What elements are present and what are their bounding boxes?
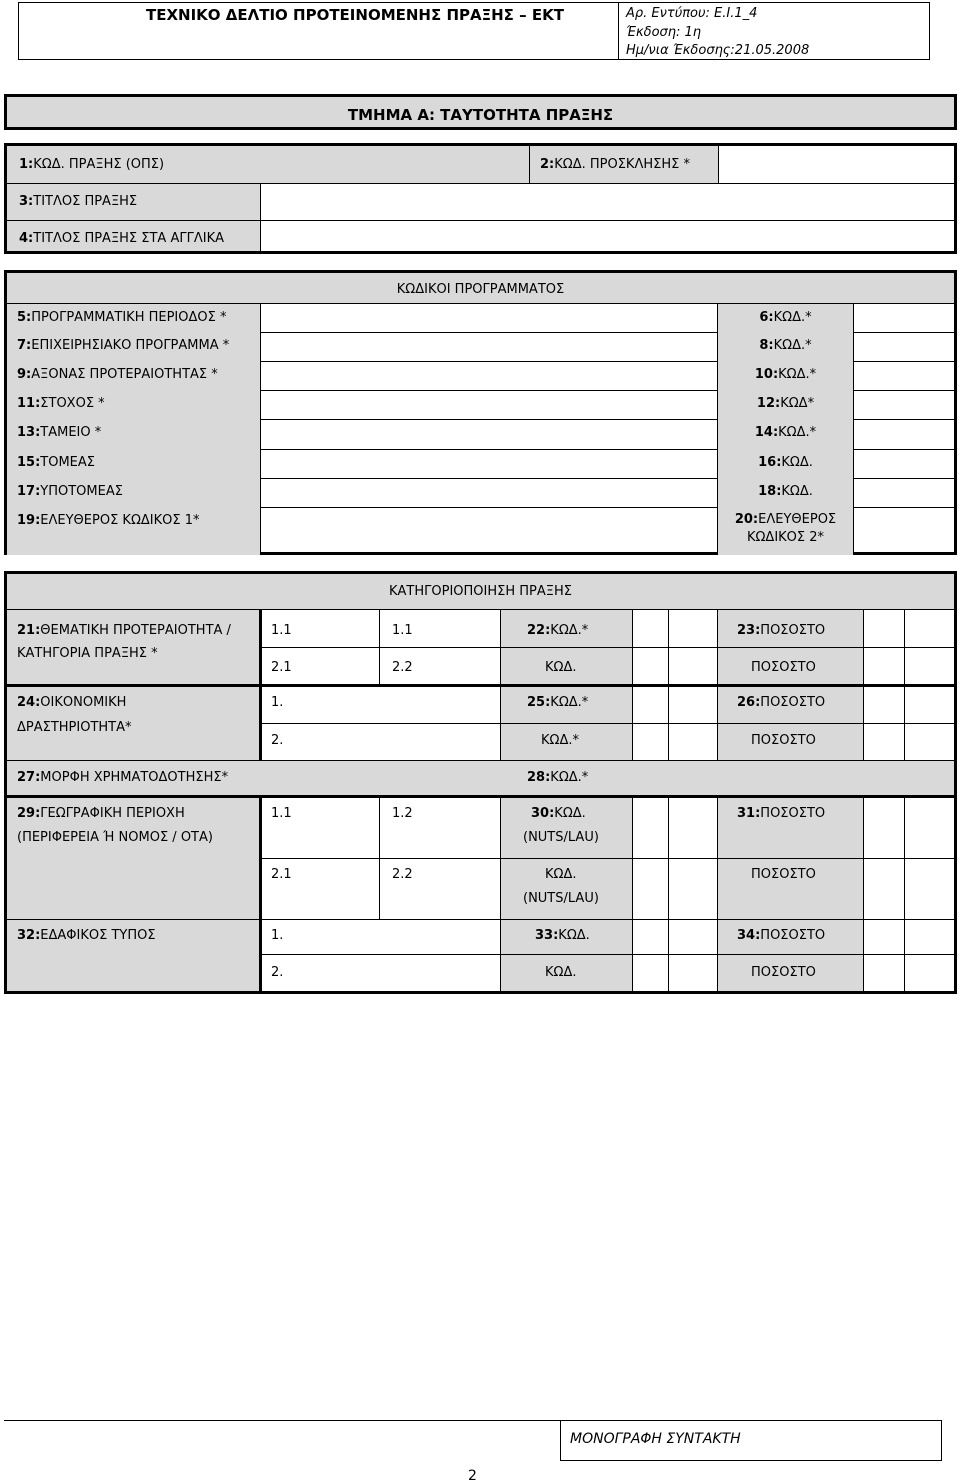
field-code-22: 22:ΚΩΔ.* bbox=[527, 623, 589, 638]
field-action-code: 1:ΚΩΔ. ΠΡΑΞΗΣ (ΟΠΣ) bbox=[19, 157, 165, 172]
program-row-code: 12:ΚΩΔ* bbox=[756, 396, 815, 411]
geo-percent-label: ΠΟΣΟΣΤΟ bbox=[751, 867, 816, 882]
field-economic-activity: 24:ΟΙΚΟΝΟΜΙΚΗ bbox=[17, 695, 127, 710]
nuts-label-2: (NUTS/LAU) bbox=[523, 891, 599, 906]
field-financing-form: 27:ΜΟΡΦΗ ΧΡΗΜΑΤΟΔΟΤΗΣΗΣ* bbox=[17, 770, 229, 785]
header bbox=[18, 2, 930, 60]
field-code-33: 33:ΚΩΔ. bbox=[535, 928, 590, 943]
field-geographic-area-line2: (ΠΕΡΙΦΕΡΕΙΑ Ή ΝΟΜΟΣ / ΟΤΑ) bbox=[17, 830, 213, 845]
cell-2-1: 2.1 bbox=[271, 660, 292, 675]
section-title: ΤΜΗΜΑ Α: ΤΑΥΤΟΤΗΤΑ ΠΡΑΞΗΣ bbox=[347, 106, 614, 124]
geo-cell-1-1: 1.1 bbox=[271, 806, 292, 821]
issue-date: Ημ/νια Έκδοσης:21.05.2008 bbox=[626, 43, 810, 58]
program-row-code: 20:ΕΛΕΥΘΕΡΟΣ bbox=[734, 512, 837, 527]
signature-box bbox=[560, 1420, 942, 1461]
form-number: Αρ. Εντύπου: Ε.Ι.1_4 bbox=[626, 6, 758, 21]
program-row bbox=[7, 361, 954, 390]
nuts-label: (NUTS/LAU) bbox=[523, 830, 599, 845]
program-codes-title: ΚΩΔΙΚΟΙ ΠΡΟΓΡΑΜΜΑΤΟΣ bbox=[396, 282, 565, 297]
field-geographic-area: 29:ΓΕΩΓΡΑΦΙΚΗ ΠΕΡΙΟΧΗ bbox=[17, 806, 185, 821]
program-row bbox=[7, 507, 954, 555]
geo-code-label: ΚΩΔ. bbox=[545, 867, 577, 882]
document-title: ΤΕΧΝΙΚΟ ΔΕΛΤΙΟ ΠΡΟΤΕΙΝΟΜΕΝΗΣ ΠΡΑΞΗΣ – ΕΚΤ bbox=[146, 6, 564, 24]
field-code-25: 25:ΚΩΔ.* bbox=[527, 695, 589, 710]
program-row-label: 11:ΣΤΟΧΟΣ * bbox=[17, 396, 105, 411]
program-row-label: 13:ΤΑΜΕΙΟ * bbox=[17, 425, 102, 440]
field-code-28: 28:ΚΩΔ.* bbox=[527, 770, 589, 785]
program-row bbox=[7, 449, 954, 478]
program-row bbox=[7, 419, 954, 449]
cell-1-1-a: 1.1 bbox=[271, 623, 292, 638]
terr-cell-1: 1. bbox=[271, 928, 284, 943]
program-row bbox=[7, 390, 954, 419]
cell-2-2: 2.2 bbox=[392, 660, 413, 675]
program-row-label: 19:ΕΛΕΥΘΕΡΟΣ ΚΩΔΙΚΟΣ 1* bbox=[17, 513, 200, 528]
geo-cell-1-2: 1.2 bbox=[392, 806, 413, 821]
field-territorial-type: 32:ΕΔΑΦΙΚΟΣ ΤΥΠΟΣ bbox=[17, 928, 156, 943]
program-row-label: 7:ΕΠΙΧΕΙΡΗΣΙΑΚΟ ΠΡΟΓΡΑΜΜΑ * bbox=[17, 338, 230, 353]
program-codes-table bbox=[4, 270, 957, 555]
percent-label-2: ΠΟΣΟΣΤΟ bbox=[751, 733, 816, 748]
cell-1-1-b: 1.1 bbox=[392, 623, 413, 638]
program-row-label: 9:ΑΞΟΝΑΣ ΠΡΟΤΕΡΑΙΟΤΗΤΑΣ * bbox=[17, 367, 218, 382]
field-thematic-priority-line2: ΚΑΤΗΓΟΡΙΑ ΠΡΑΞΗΣ * bbox=[17, 646, 158, 661]
categorization-title: ΚΑΤΗΓΟΡΙΟΠΟΙΗΣΗ ΠΡΑΞΗΣ bbox=[389, 584, 572, 599]
field-percent-34: 34:ΠΟΣΟΣΤΟ bbox=[737, 928, 826, 943]
section-title-box bbox=[4, 94, 957, 130]
program-row-label: 5:ΠΡΟΓΡΑΜΜΑΤΙΚΗ ΠΕΡΙΟΔΟΣ * bbox=[17, 310, 227, 325]
categorization-table bbox=[4, 571, 957, 994]
program-row-label: 15:ΤΟΜΕΑΣ bbox=[17, 455, 96, 470]
field-percent-31: 31:ΠΟΣΟΣΤΟ bbox=[737, 806, 826, 821]
geo-cell-2-1: 2.1 bbox=[271, 867, 292, 882]
field-call-code: 2:ΚΩΔ. ΠΡΟΣΚΛΗΣΗΣ * bbox=[540, 157, 690, 172]
field-action-title: 3:ΤΙΤΛΟΣ ΠΡΑΞΗΣ bbox=[19, 194, 138, 209]
program-row-code: 6:ΚΩΔ.* bbox=[759, 310, 812, 325]
field-economic-activity-line2: ΔΡΑΣΤΗΡΙΟΤΗΤΑ* bbox=[17, 720, 132, 735]
cell-econ-2: 2. bbox=[271, 733, 284, 748]
geo-cell-2-2: 2.2 bbox=[392, 867, 413, 882]
program-row-code: 16:ΚΩΔ. bbox=[758, 455, 813, 470]
page-number: 2 bbox=[468, 1468, 477, 1484]
program-row-code: 18:ΚΩΔ. bbox=[758, 484, 813, 499]
program-row bbox=[7, 478, 954, 507]
field-percent-26: 26:ΠΟΣΟΣΤΟ bbox=[737, 695, 826, 710]
field-thematic-priority: 21:ΘΕΜΑΤΙΚΗ ΠΡΟΤΕΡΑΙΟΤΗΤΑ / bbox=[17, 623, 231, 638]
program-row-code-line2: ΚΩΔΙΚΟΣ 2* bbox=[746, 530, 825, 545]
program-row bbox=[7, 332, 954, 361]
signature-label: ΜΟΝΟΓΡΑΦΗ ΣΥΝΤΑΚΤΗ bbox=[570, 1431, 741, 1447]
percent-label: ΠΟΣΟΣΤΟ bbox=[751, 660, 816, 675]
cell-econ-1: 1. bbox=[271, 695, 284, 710]
terr-code-label: ΚΩΔ. bbox=[545, 965, 577, 980]
program-row-code: 8:ΚΩΔ.* bbox=[759, 338, 812, 353]
program-row bbox=[7, 304, 954, 332]
code-label-star: ΚΩΔ.* bbox=[541, 733, 579, 748]
field-action-title-en: 4:ΤΙΤΛΟΣ ΠΡΑΞΗΣ ΣΤΑ ΑΓΓΛΙΚΑ bbox=[19, 231, 224, 246]
terr-cell-2: 2. bbox=[271, 965, 284, 980]
program-row-code: 14:ΚΩΔ.* bbox=[754, 425, 817, 440]
program-row-code: 10:ΚΩΔ.* bbox=[754, 367, 817, 382]
field-code-30: 30:ΚΩΔ. bbox=[531, 806, 586, 821]
field-percent-23: 23:ΠΟΣΟΣΤΟ bbox=[737, 623, 826, 638]
terr-percent-label: ΠΟΣΟΣΤΟ bbox=[751, 965, 816, 980]
version: Έκδοση: 1η bbox=[626, 25, 702, 40]
identity-table bbox=[4, 143, 957, 254]
program-row-label: 17:ΥΠΟΤΟΜΕΑΣ bbox=[17, 484, 123, 499]
code-label: ΚΩΔ. bbox=[545, 660, 577, 675]
